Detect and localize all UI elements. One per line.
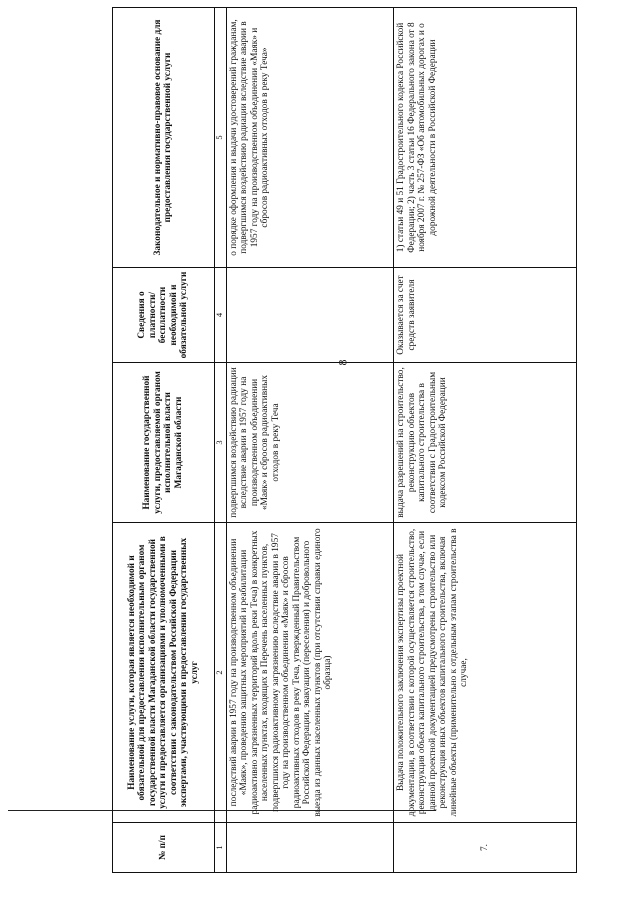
column-number: 3 — [214, 363, 226, 523]
required-service-cell: Выдача положительного заключения экспертизы проектной документации, в соответствии с которой осуществляется строительство, реконструкция объекта капитального строительства, в том случае, если данной проектной документацией предусмотрены строительство или реконструкция иных объектов капитального строительства, включая линейные объекты (применительно к отдельным этапам строительства в случае, — [394, 523, 577, 823]
column-number: 2 — [214, 523, 226, 823]
table-row — [394, 8, 577, 873]
required-service-cell: последствий аварии в 1957 году на производственном объединении «Маяк», проведению защитных мероприятий и реабилитации радиоактивно загрязненных территорий вдоль реки Теча) в конкретных населенных пунктах, входящих в Перечень населенных пунктов, подвергшихся радиоактивному загрязнению вследствие аварии в 1957 году на производственном объединении «Маяк» и сбросов радиоактивных отходов в реку Теча, утвержденный Правительством Российской Федерации, эвакуации (переселения) и добровольного выезда из данных населенных пунктов (при отсутствии справки единого образца) — [226, 523, 394, 823]
government-service-cell: выдача разрешений на строительство, реконструкцию объектов капитального строительства в соответствии с Градостроительным кодексом Российской Федерации — [394, 363, 577, 523]
legal-basis-cell: 1) статьи 49 и 51 Градостроительного кодекса Российской Федерации; 2) часть 3 статьи 16 Федерального закона от 8 ноября 2007 г. № 257-ФЗ «Об автомобильных дорогах и о дорожной деятельности в Российской Федерации — [394, 8, 577, 268]
payment-cell — [226, 268, 394, 363]
payment-cell: Оказывается за счет средств заявителя — [394, 268, 577, 363]
column-number-row — [214, 8, 226, 873]
column-number: 4 — [214, 268, 226, 363]
page-number: 8 — [335, 359, 350, 366]
table-header-row — [113, 8, 215, 873]
legal-basis-cell: о порядке оформления и выдачи удостоверений гражданам, подвергшимся воздействию радиации вследствие аварии в 1957 году на производственном объединении «Маяк» и сбросов радиоактивных отходов в реку Теча» — [226, 8, 394, 268]
header-legal-basis: Законодательное и нормативно-правовое основание для предоставления государственной услуги — [113, 8, 215, 268]
government-service-cell: подвергшимся воздействию радиации вследствие аварии в 1957 году на производственном объединении «Маяк» и сбросов радиоактивных отходов в реку Теча — [226, 363, 394, 523]
header-payment-info: Сведения о платности/ бесплатности необходимой и обязательной услуги — [113, 268, 215, 363]
header-government-service: Наименование государственной услуги, предоставляемой органом исполнительной власти Магаданской области — [113, 363, 215, 523]
column-number: 1 — [214, 823, 226, 873]
header-number: № п/п — [113, 823, 215, 873]
column-number: 5 — [214, 8, 226, 268]
header-required-service: Наименование услуги, которая является необходимой и обязательной для предоставления исполнительным органом государственной власти Магаданской области государственной услуги и предоставляется организациями и уполномоченными в соответствии с законодательством Российской Федерации экспертами, участвующими в предоставлении государственных услуг — [113, 523, 215, 823]
row-number — [226, 823, 394, 873]
rotated-table-container — [112, 8, 577, 873]
services-table — [112, 7, 577, 873]
row-number: 7. — [394, 823, 577, 873]
table-row — [226, 8, 394, 873]
